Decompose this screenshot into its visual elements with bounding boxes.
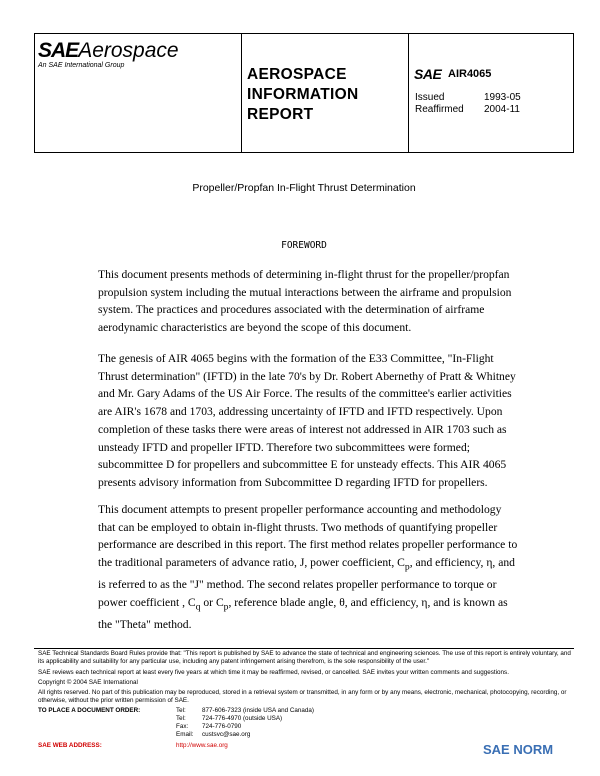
fax-value: 724-776-0790 bbox=[202, 723, 242, 730]
tel2-value: 724-776-4970 (outside USA) bbox=[202, 715, 283, 722]
tel2-label: Tel: bbox=[176, 715, 186, 722]
tel-label: Tel: bbox=[176, 707, 186, 714]
footer-rights-statement: All rights reserved. No part of this publication may be reproduced, stored in a retrieval system or transmitted, in any form or by any means, electronic, mechanical, photocopying, recording, or otherwise, without the prior written permission of SAE. bbox=[38, 689, 567, 705]
foreword-paragraph-2 bbox=[98, 350, 518, 492]
paragraph-segment: or C bbox=[200, 595, 224, 609]
report-type-line-2: INFORMATION bbox=[247, 86, 359, 103]
footer-rules-statement: SAE Technical Standards Board Rules provide that: "This report is published by SAE to advance the state of technical and engineering sciences. The use of this report is entirely voluntary, and its applicability and suitability for any particular use, including any patent infringement arising therefrom, is the sole responsibility of the user." bbox=[38, 650, 571, 666]
foreword-paragraph-3 bbox=[98, 501, 518, 634]
subscript: p bbox=[404, 561, 410, 573]
report-type-line-3: REPORT bbox=[247, 106, 314, 123]
paragraph-segment: , reference blade angle, θ, and efficiency, η, and is known as the "Theta" method. bbox=[98, 595, 508, 631]
logo-sae-text: SAE bbox=[38, 39, 79, 62]
paragraph-segment: , and efficiency, η, and is referred to as the "J" method. The second relates propeller performance to torque or power coefficient , C bbox=[98, 556, 515, 609]
subscript: p bbox=[223, 601, 229, 613]
sae-mark-icon: SAE bbox=[414, 66, 442, 82]
sae-aerospace-logo bbox=[38, 40, 179, 69]
order-label: TO PLACE A DOCUMENT ORDER: bbox=[38, 707, 141, 714]
document-number: AIR4065 bbox=[448, 68, 492, 80]
paragraph-text: The genesis of AIR 4065 begins with the formation of the E33 Committee, "In-Flight Thrust determination" (IFTD) in the late 70's by Dr. Robert Abernethy of Pratt & Whitney and Mr. Gary Adams of the US Air Force. The results of the committee's earlier activities are AIR's 1678 and 1703, addressing uncertainty of IFTD and IFTD respectively. Upon completion of these tasks there were areas of interest not addressed in AIR 1703 such as unsteady IFTD and propeller IFTD. Therefore two subcommittees were formed; subcommittee D for propellers and subcommittee E for unsteady effects. This AIR 4065 presents advisory information from Subcommittee D regarding IFTD for propellers. bbox=[98, 352, 516, 489]
foreword-paragraph-1 bbox=[98, 266, 518, 337]
web-address-link[interactable]: http://www.sae.org bbox=[176, 742, 228, 749]
footer-copyright: Copyright © 2004 SAE International bbox=[38, 679, 138, 686]
report-type-line-1: AEROSPACE bbox=[247, 66, 347, 83]
web-address-label: SAE WEB ADDRESS: bbox=[38, 742, 102, 749]
divider bbox=[408, 34, 409, 152]
foreword-heading: FOREWORD bbox=[281, 240, 327, 251]
issued-label: Issued bbox=[415, 92, 445, 103]
footer-rule bbox=[34, 648, 574, 649]
reaffirmed-label: Reaffirmed bbox=[415, 104, 464, 115]
footer-review-statement: SAE reviews each technical report at least every five years at which time it may be reaffirmed, revised, or cancelled. SAE invites your written comments and suggestions. bbox=[38, 669, 509, 676]
issued-value: 1993-05 bbox=[484, 92, 521, 103]
watermark-text: SAE NORM bbox=[483, 742, 554, 757]
sae-norm-watermark bbox=[483, 741, 553, 759]
paragraph-text: This document presents methods of determining in-flight thrust for the propeller/propfan propulsion system including the mutual interactions between the airframe and propulsion system. The practices and procedures associated with the determination of airframe aerodynamic characteristics are beyond the scope of this document. bbox=[98, 268, 512, 335]
paragraph-segment: This document attempts to present propeller performance accounting and methodology that can be employed to obtain in-flight thrusts. Two methods of quantifying propeller performance are described in this report. The first method relates propeller performance to the traditional parameters of advance ratio, J, power coefficient, C bbox=[98, 503, 518, 570]
document-title: Propeller/Propfan In-Flight Thrust Determination bbox=[192, 182, 416, 194]
email-label: Email: bbox=[176, 731, 194, 738]
paragraph-text bbox=[98, 501, 518, 634]
logo-subtitle: An SAE International Group bbox=[38, 62, 125, 69]
fax-label: Fax: bbox=[176, 723, 189, 730]
logo-aerospace-text: Aerospace bbox=[78, 39, 179, 62]
divider bbox=[241, 34, 242, 152]
email-value[interactable]: custsvc@sae.org bbox=[202, 731, 251, 738]
subscript: q bbox=[195, 601, 201, 613]
tel-value: 877-606-7323 (inside USA and Canada) bbox=[202, 707, 315, 714]
reaffirmed-value: 2004-11 bbox=[484, 104, 520, 115]
